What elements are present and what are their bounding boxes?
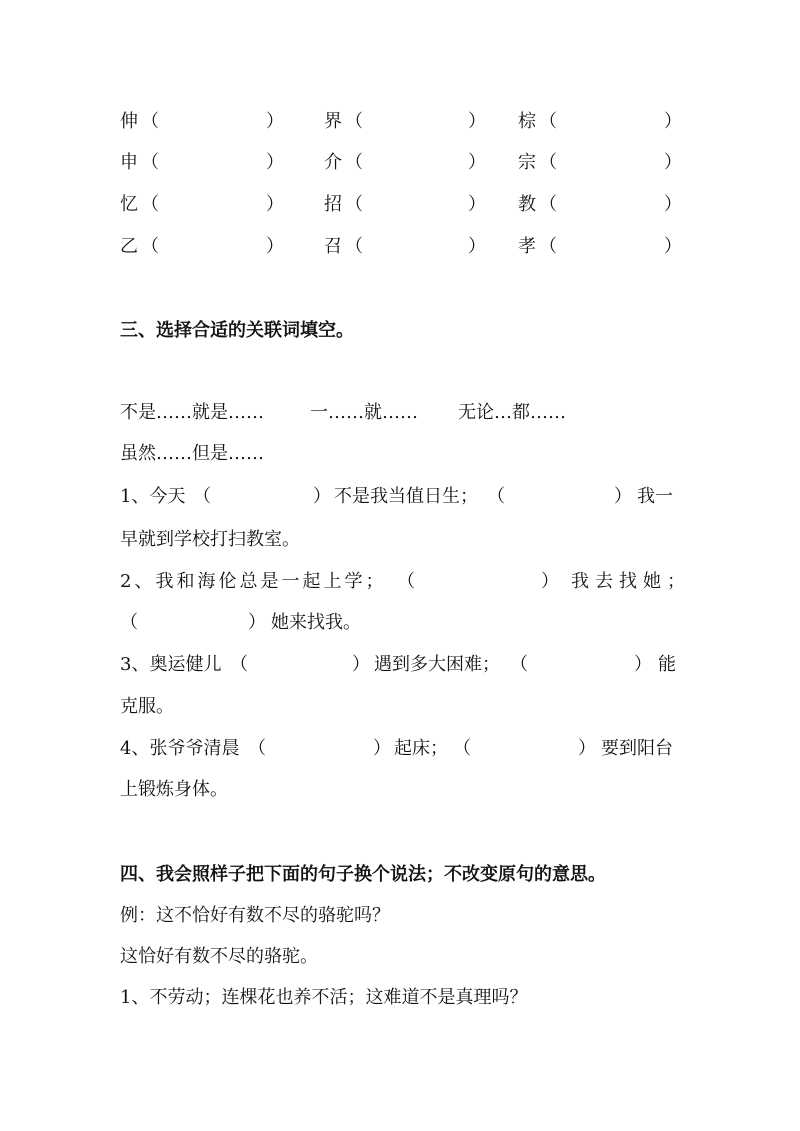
conjunction-option: 无论…都…… bbox=[458, 402, 566, 423]
q4-line2: 上锻炼身体。 bbox=[120, 779, 228, 800]
paren-close: ） bbox=[313, 486, 331, 507]
conjunction-option: 虽然……但是…… bbox=[120, 443, 264, 464]
paren-open: （ bbox=[141, 111, 159, 132]
paren-open: （ bbox=[345, 111, 363, 132]
paren-open: （ bbox=[141, 194, 159, 215]
q2-end: 我去找她； bbox=[571, 571, 691, 592]
example-question: 例：这不恰好有数不尽的骆驼吗？ bbox=[120, 905, 390, 926]
grid-char: 召 bbox=[324, 236, 342, 257]
q4-start: 4、张爷爷清晨 bbox=[120, 738, 240, 759]
paren-close: ） bbox=[634, 654, 652, 675]
paren-open: （ bbox=[345, 152, 363, 173]
section-3-heading: 三、选择合适的关联词填空。 bbox=[120, 320, 354, 341]
paren-open: （ bbox=[345, 236, 363, 257]
grid-char: 招 bbox=[324, 194, 342, 215]
paren-open: （ bbox=[397, 571, 415, 592]
grid-char: 棕 bbox=[518, 111, 536, 132]
paren-close: ） bbox=[373, 738, 391, 759]
q1-end: 我一 bbox=[637, 486, 673, 507]
paren-open: （ bbox=[487, 486, 505, 507]
paren-close: ） bbox=[664, 111, 682, 132]
example-answer: 这恰好有数不尽的骆驼。 bbox=[120, 946, 318, 967]
paren-close: ） bbox=[468, 111, 486, 132]
paren-close: ） bbox=[266, 236, 284, 257]
conjunction-option: 一……就…… bbox=[310, 402, 418, 423]
paren-close: ） bbox=[664, 236, 682, 257]
q3-mid: 遇到多大困难； bbox=[374, 654, 500, 675]
q4-mid: 起床； bbox=[394, 738, 448, 759]
q1-start: 1、今天 bbox=[120, 486, 186, 507]
paren-open: （ bbox=[453, 738, 471, 759]
q2-start: 2、我和海伦总是一起上学； bbox=[120, 571, 387, 592]
paren-close: ） bbox=[266, 194, 284, 215]
paren-close: ） bbox=[664, 194, 682, 215]
paren-close: ） bbox=[266, 152, 284, 173]
paren-close: ） bbox=[352, 654, 370, 675]
paren-open: （ bbox=[345, 194, 363, 215]
grid-char: 忆 bbox=[120, 194, 138, 215]
q1-mid: 不是我当值日生； bbox=[334, 486, 478, 507]
paren-open: （ bbox=[510, 654, 528, 675]
paren-open: （ bbox=[539, 152, 557, 173]
paren-close: ） bbox=[468, 194, 486, 215]
paren-open: （ bbox=[141, 152, 159, 173]
paren-open: （ bbox=[539, 111, 557, 132]
paren-close: ） bbox=[614, 486, 632, 507]
paren-close: ） bbox=[664, 152, 682, 173]
paren-open: （ bbox=[539, 194, 557, 215]
paren-close: ） bbox=[468, 236, 486, 257]
paren-close: ） bbox=[468, 152, 486, 173]
paren-close: ） bbox=[266, 111, 284, 132]
paren-close: ） bbox=[541, 571, 559, 592]
grid-char: 乙 bbox=[120, 236, 138, 257]
grid-char: 教 bbox=[518, 194, 536, 215]
paren-open: （ bbox=[141, 236, 159, 257]
paren-open: （ bbox=[193, 486, 211, 507]
grid-char: 申 bbox=[120, 152, 138, 173]
q3-line2: 克服。 bbox=[120, 696, 174, 717]
paren-close: ） bbox=[578, 738, 596, 759]
grid-char: 宗 bbox=[518, 152, 536, 173]
grid-char: 伸 bbox=[120, 111, 138, 132]
paren-open: （ bbox=[248, 738, 266, 759]
s4-question-1: 1、不劳动；连棵花也养不活；这难道不是真理吗？ bbox=[120, 987, 528, 1008]
grid-char: 界 bbox=[324, 111, 342, 132]
conjunction-option: 不是……就是…… bbox=[120, 402, 264, 423]
paren-open: （ bbox=[539, 236, 557, 257]
q1-line2: 早就到学校打扫教室。 bbox=[120, 529, 300, 550]
section-4-heading: 四、我会照样子把下面的句子换个说法；不改变原句的意思。 bbox=[120, 864, 606, 885]
q2-line2: 她来找我。 bbox=[271, 612, 361, 633]
grid-char: 介 bbox=[324, 152, 342, 173]
paren-open: （ bbox=[230, 654, 248, 675]
paren-close: ） bbox=[248, 612, 266, 633]
q3-start: 3、奥运健儿 bbox=[120, 654, 222, 675]
q3-end: 能 bbox=[658, 654, 676, 675]
paren-open: （ bbox=[120, 612, 138, 633]
grid-char: 孝 bbox=[518, 236, 536, 257]
q4-end: 要到阳台 bbox=[601, 738, 673, 759]
